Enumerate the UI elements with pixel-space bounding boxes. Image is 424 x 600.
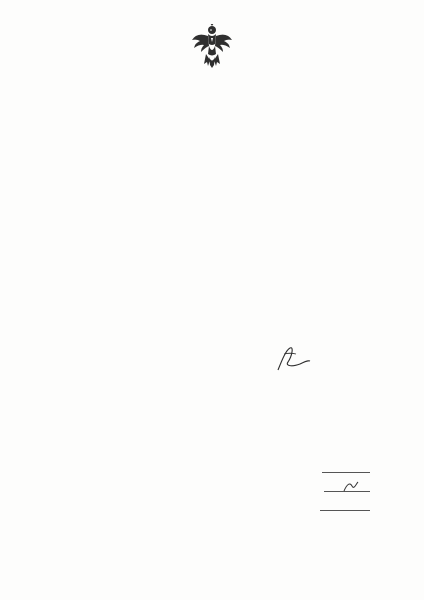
garuda-emblem-icon: [191, 24, 233, 68]
receipt-stamp: [185, 5, 222, 23]
handwritten-signature: [268, 340, 312, 376]
handwritten-initial: [342, 480, 360, 494]
handwritten-underline-3: [320, 510, 370, 511]
handwritten-underline-1: [322, 472, 370, 473]
